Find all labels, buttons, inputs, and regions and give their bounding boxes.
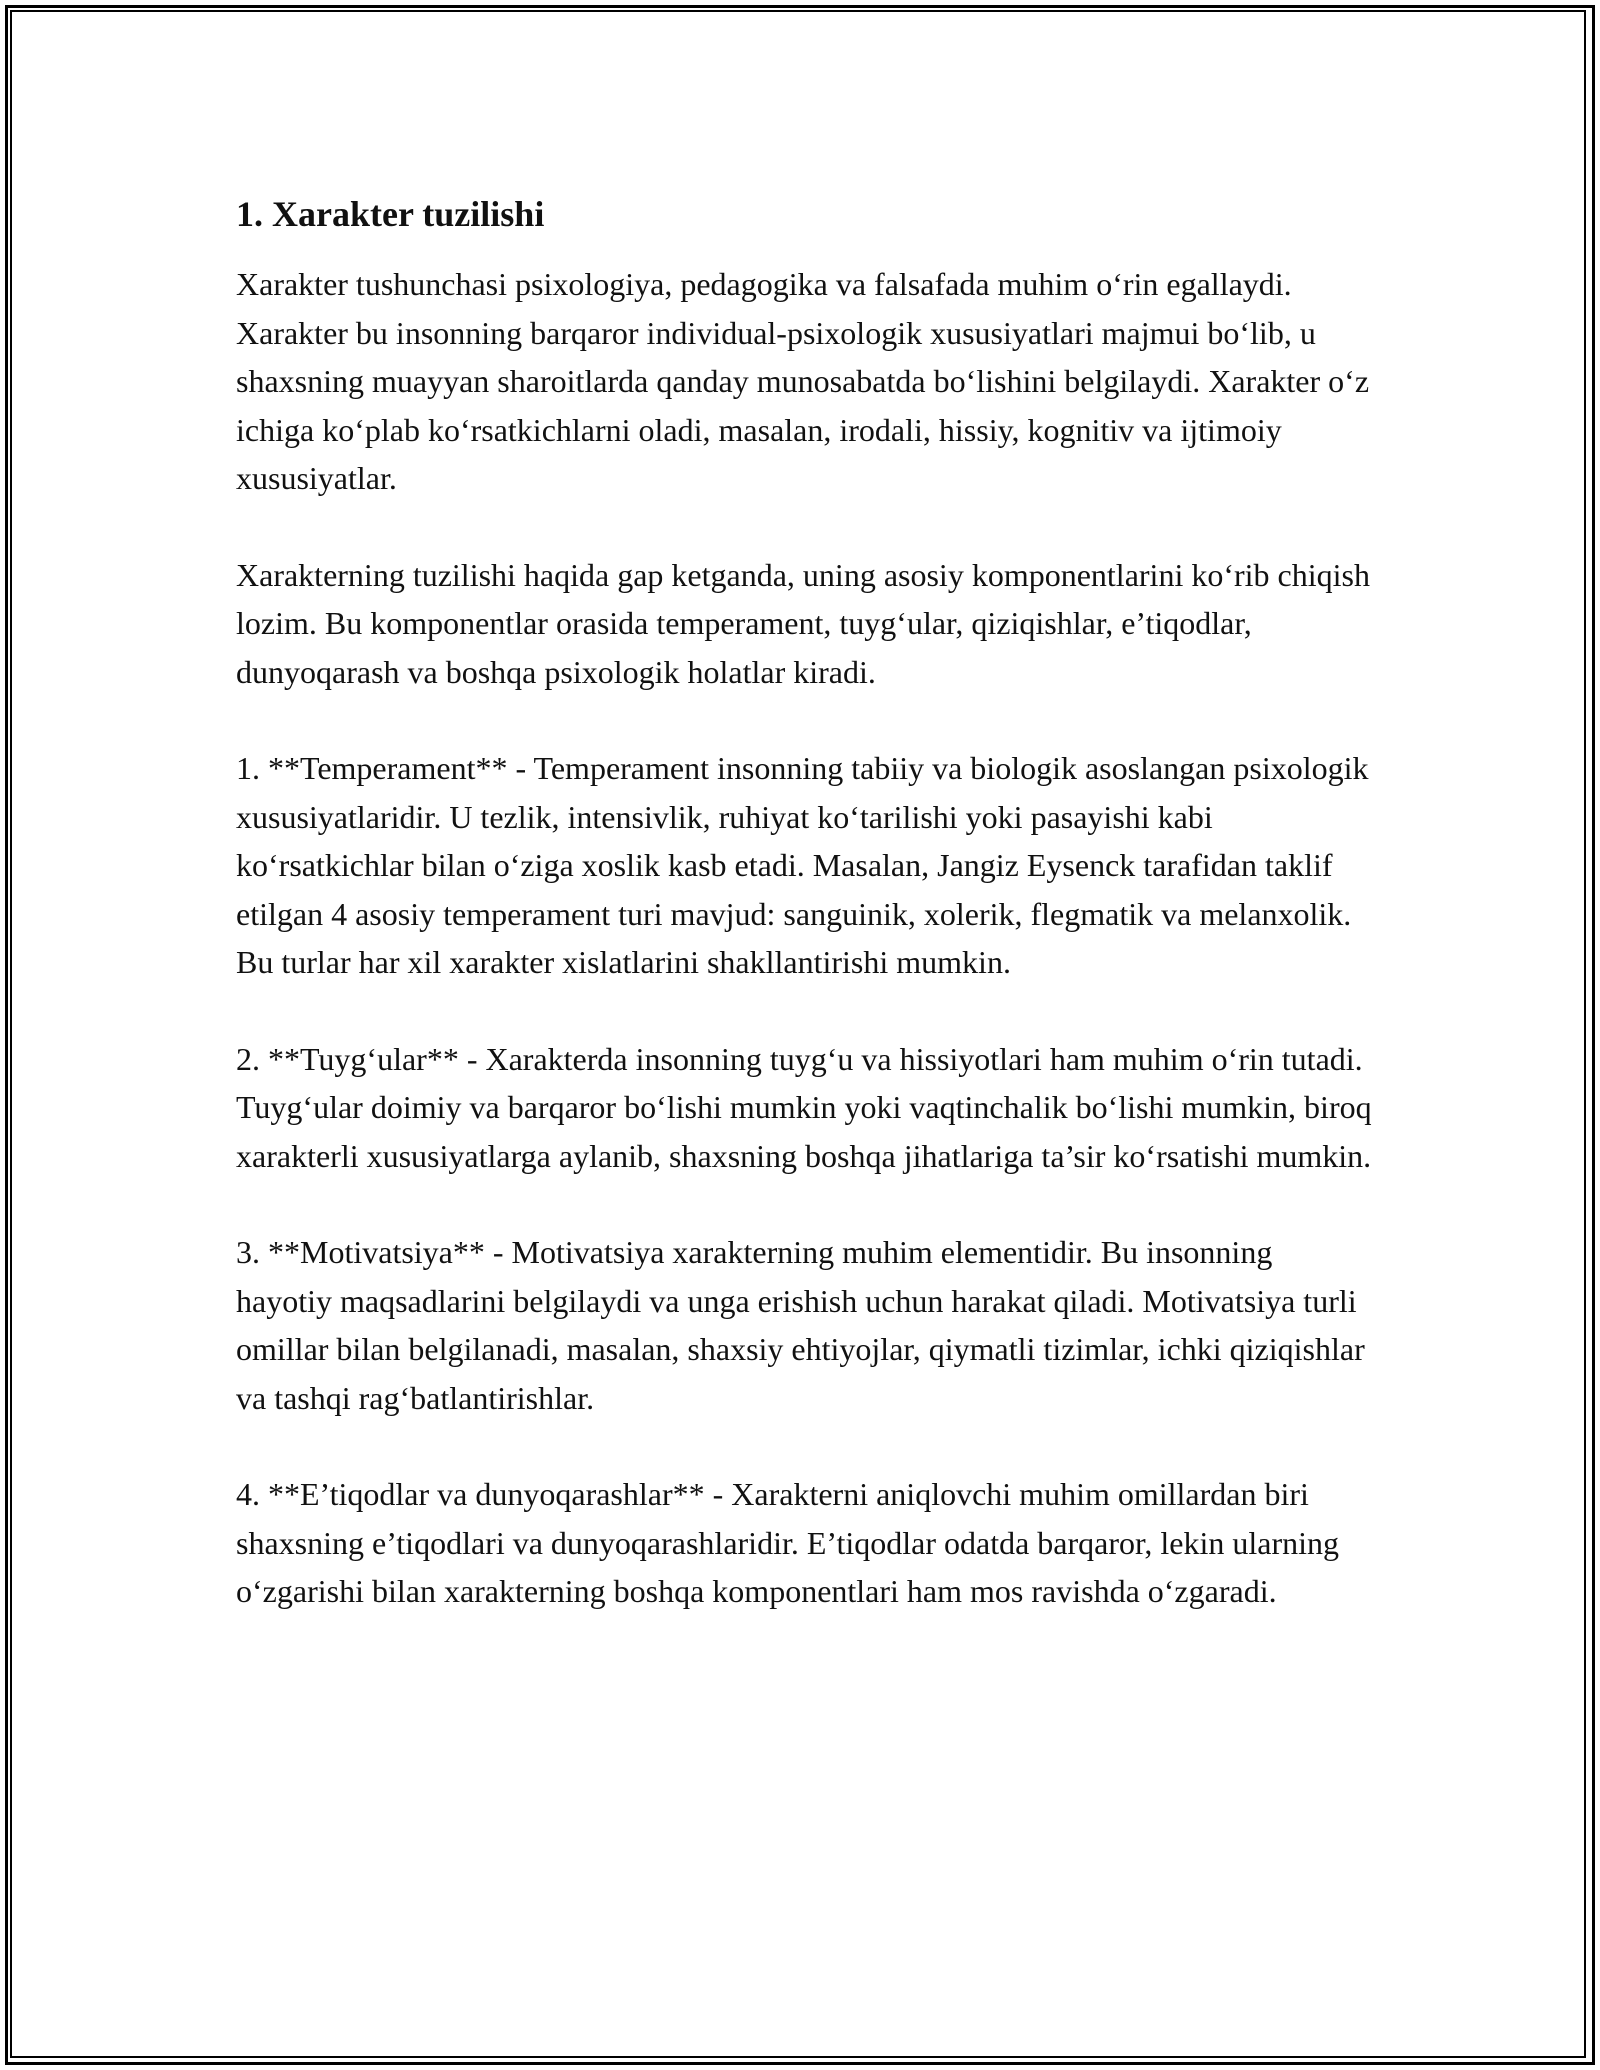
paragraph-beliefs: 4. **E’tiqodlar va dunyoqarashlar** - Xarakterni aniqlovchi muhim omillardan biri shaxsning e’tiqodlari va dunyoqarashlaridir. E’tiqodlar odatda barqaror, lekin ularning o‘zgarishi bilan xarakterning boshqa komponentlari ham mos ravishda o‘zgaradi. (236, 1476, 1340, 1609)
document-body (236, 188, 1376, 1664)
paragraph-feelings: 2. **Tuyg‘ular** - Xarakterda insonning tuyg‘u va hissiyotlari ham muhim o‘rin tutadi. Tuyg‘ular doimiy va barqaror bo‘lishi mumkin yoki vaqtinchalik bo‘lishi mumkin, biroq xarakterli xususiyatlarga aylanib, shaxsning boshqa jihatlariga ta’sir ko‘rsatishi mumkin. (236, 1040, 1372, 1174)
section-heading: 1. Xarakter tuzilishi (236, 194, 545, 234)
paragraph-components: Xarakterning tuzilishi haqida gap ketganda, uning asosiy komponentlarini ko‘rib chiqish lozim. Bu komponentlar orasida temperament, tuyg‘ular, qiziqishlar, e’tiqodlar, dunyoqarash va boshqa psixologik holatlar kiradi. (236, 556, 1370, 690)
paragraph-intro: Xarakter tushunchasi psixologiya, pedagogika va falsafada muhim o‘rin egallaydi. Xarakter bu insonning barqaror individual-psixologik xususiyatlari majmui bo‘lib, u shaxsning muayyan sharoitlarda qanday munosabatda bo‘lishini belgilaydi. Xarakter o‘z ichiga ko‘plab ko‘rsatkichlarni oladi, masalan, irodali, hissiy, kognitiv va ijtimoiy xususiyatlar. (236, 266, 1370, 496)
paragraph-temperament: 1. **Temperament** - Temperament insonning tabiiy va biologik asoslangan psixologik xususiyatlaridir. U tezlik, intensivlik, ruhiyat ko‘tarilishi yoki pasayishi kabi ko‘rsatkichlar bilan o‘ziga xoslik kasb etadi. Masalan, Jangiz Eysenck tarafidan taklif etilgan 4 asosiy temperament turi mavjud: sanguinik, xolerik, flegmatik va melanxolik. Bu turlar har xil xarakter xislatlarini shakllantirishi mumkin. (236, 750, 1369, 980)
paragraph-motivation: 3. **Motivatsiya** - Motivatsiya xarakterning muhim elementidir. Bu insonning hayotiy maqsadlarini belgilaydi va unga erishish uchun harakat qiladi. Motivatsiya turli omillar bilan belgilanadi, masalan, shaxsiy ehtiyojlar, qiymatli tizimlar, ichki qiziqishlar va tashqi rag‘batlantirishlar. (236, 1234, 1365, 1416)
